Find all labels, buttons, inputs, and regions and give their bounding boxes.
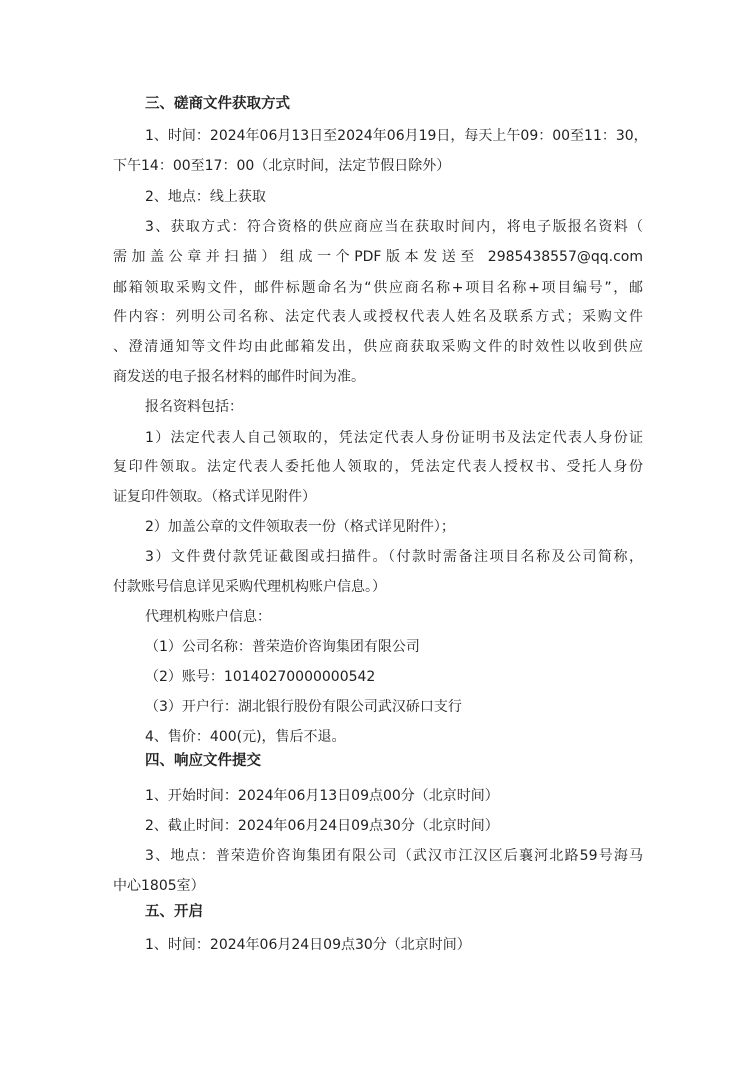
acquire-method-line-3: 邮箱领取采购文件，邮件标题命名为“供应商名称+项目名称+项目编号”，邮 (113, 280, 643, 296)
material-3-line-2: 付款账号信息详见采购代理机构账户信息。） (113, 579, 386, 595)
section-3-heading: 三、磋商文件获取方式 (145, 96, 290, 112)
acquire-method-line-5: 、澄清通知等文件均由此邮箱发出，供应商获取采购文件的时效性以收到供应 (113, 339, 643, 355)
document-price: 4、售价：400(元)，售后不退。 (145, 729, 346, 745)
material-1-line-3: 证复印件领取。（格式详见附件） (113, 489, 316, 505)
acquire-method-line-1: 3、获取方式：符合资格的供应商应当在获取时间内，将电子版报名资料（ (145, 219, 643, 235)
submission-place-line-1: 3、地点：普荣造价咨询集团有限公司（武汉市江汉区后襄河北路59号海马 (145, 848, 643, 864)
submission-end-time: 2、截止时间：2024年06月24日09点30分（北京时间） (145, 818, 499, 834)
material-2: 2）加盖公章的文件领取表一份（格式详见附件）； (145, 519, 455, 535)
acquire-place: 2、地点：线上获取 (145, 189, 266, 205)
submission-place-line-2: 中心1805室） (113, 878, 205, 894)
materials-title: 报名资料包括： (145, 399, 243, 415)
acquire-time-line-2: 下午14：00至17：00（北京时间，法定节假日除外） (113, 158, 451, 174)
agency-company-name: （1）公司名称：普荣造价咨询集团有限公司 (145, 639, 420, 655)
agency-bank: （3）开户行：湖北银行股份有限公司武汉硚口支行 (145, 699, 462, 715)
material-1-line-1: 1）法定代表人自己领取的，凭法定代表人身份证明书及法定代表人身份证 (145, 430, 643, 446)
agency-account-title: 代理机构账户信息： (145, 609, 271, 625)
opening-time: 1、时间：2024年06月24日09点30分（北京时间） (145, 937, 471, 953)
submission-start-time: 1、开始时间：2024年06月13日09点00分（北京时间） (145, 788, 499, 804)
acquire-method-line-2: 需加盖公章并扫描）组成一个PDF版本发送至 2985438557@qq.com (113, 249, 643, 265)
section-4-heading: 四、响应文件提交 (145, 753, 261, 769)
material-1-line-2: 复印件领取。法定代表人委托他人领取的，凭法定代表人授权书、受托人身份 (113, 459, 643, 475)
section-5-heading: 五、开启 (145, 904, 203, 920)
acquire-method-line-6: 商发送的电子报名材料的邮件时间为准。 (113, 369, 365, 385)
acquire-method-line-4: 件内容：列明公司名称、法定代表人或授权代表人姓名及联系方式；采购文件 (113, 309, 643, 325)
material-3-line-1: 3）文件费付款凭证截图或扫描件。（付款时需备注项目名称及公司简称， (145, 549, 643, 565)
acquire-time-line-1: 1、时间：2024年06月13日至2024年06月19日，每天上午09：00至11：30， (145, 128, 648, 144)
agency-account-number: （2）账号：10140270000000542 (145, 669, 376, 685)
